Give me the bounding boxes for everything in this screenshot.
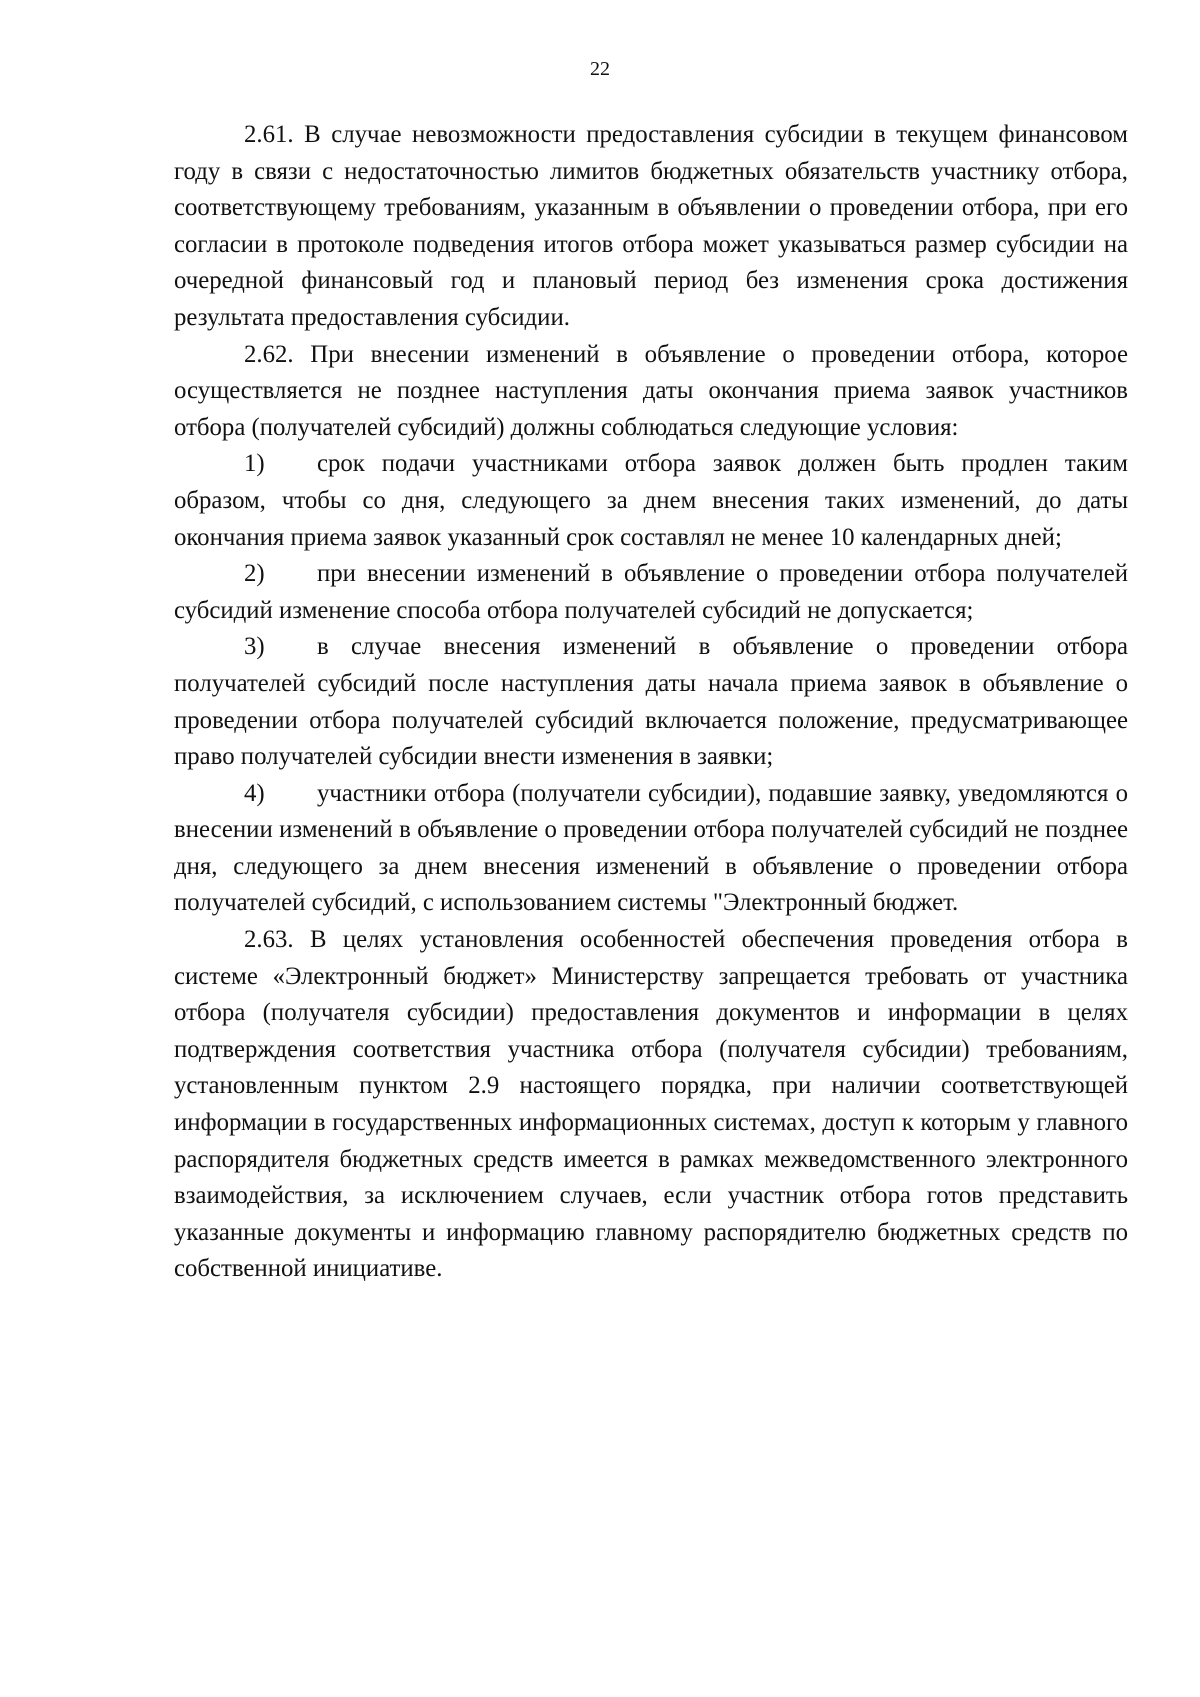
paragraph-2-61 bbox=[174, 117, 1128, 337]
page-number: 22 bbox=[590, 58, 610, 80]
list-item-4 bbox=[174, 776, 1128, 922]
list-item-text: срок подачи участниками отбора заявок должен быть продлен таким образом, чтобы со дня, следующего за днем внесения таких изменений, до даты окончания приема заявок указанный срок составлял не менее 10 календарных дней; bbox=[174, 450, 1128, 551]
list-item-3 bbox=[174, 629, 1128, 775]
paragraph-text: 2.61. В случае невозможности предоставления субсидии в текущем финансовом году в связи с недостаточностью лимитов бюджетных обязательств участнику отбора, соответствующему требованиям, указанным в объявлении о проведении отбора, при его согласии в протоколе подведения итогов отбора может указываться размер субсидии на очередной финансовый год и плановый период без изменения срока достижения результата предоставления субсидии. bbox=[174, 121, 1128, 331]
document-body bbox=[174, 117, 1128, 1288]
paragraph-2-63 bbox=[174, 922, 1128, 1288]
paragraph-2-62 bbox=[174, 337, 1128, 447]
paragraph-text: 2.63. В целях установления особенностей обеспечения проведения отбора в системе «Электронный бюджет» Министерству запрещается требовать от участника отбора (получателя субсидии) предоставления документов и информации в целях подтверждения соответствия участника отбора (получателя субсидии) требованиям, установленным пунктом 2.9 настоящего порядка, при наличии соответствующей информации в государственных информационных системах, доступ к которым у главного распорядителя бюджетных средств имеется в рамках межведомственного электронного взаимодействия, за исключением случаев, если участник отбора готов представить указанные документы и информацию главному распорядителю бюджетных средств по собственной инициативе. bbox=[174, 926, 1128, 1283]
list-item-text: участники отбора (получатели субсидии), подавшие заявку, уведомляются о внесении изменений в объявление о проведении отбора получателей субсидий не позднее дня, следующего за днем внесения изменений в объявление о проведении отбора получателей субсидий, с использованием системы "Электронный бюджет. bbox=[174, 779, 1128, 917]
paragraph-text: 2.62. При внесении изменений в объявление о проведении отбора, которое осуществляется не позднее наступления даты окончания приема заявок участников отбора (получателей субсидий) должны соблюдаться следующие условия: bbox=[174, 340, 1128, 441]
list-item-text: в случае внесения изменений в объявление о проведении отбора получателей субсидий после наступления даты начала приема заявок в объявление о проведении отбора получателей субсидий включается положение, предусматривающее право получателей субсидии внести изменения в заявки; bbox=[174, 633, 1128, 771]
list-item-1 bbox=[174, 446, 1128, 556]
list-item-number: 4) bbox=[244, 779, 265, 807]
list-item-text: при внесении изменений в объявление о проведении отбора получателей субсидий изменение способа отбора получателей субсидий не допускается; bbox=[174, 560, 1128, 624]
list-item-2 bbox=[174, 556, 1128, 629]
list-item-number: 1) bbox=[244, 450, 265, 478]
list-item-number: 3) bbox=[244, 633, 265, 661]
list-item-number: 2) bbox=[244, 560, 265, 588]
